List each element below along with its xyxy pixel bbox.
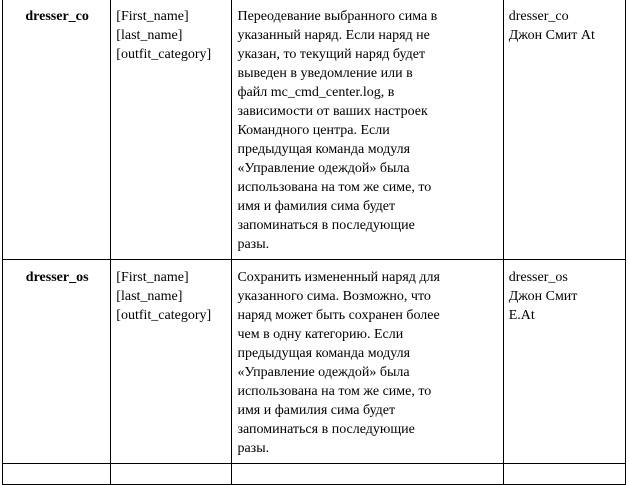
description-line: предыдущая команда модуля: [237, 142, 411, 157]
description-line: использована на том же симе, то: [237, 180, 432, 195]
description-line: Переодевание выбранного сима в: [237, 9, 438, 24]
example-line: dresser_os: [508, 270, 568, 285]
description-line: имя и фамилия сима будет: [237, 403, 396, 418]
description-line: имя и фамилия сима будет: [237, 199, 396, 214]
description-cell: [232, 260, 503, 464]
description-line: запоминаться в последующие: [237, 422, 415, 437]
param-outfit-category: [outfit_category]: [116, 308, 212, 323]
description-line: разы.: [237, 237, 270, 252]
table-row: [3, 260, 626, 464]
command-name: dresser_co: [3, 0, 111, 260]
description-line: наряд может быть сохранен более: [237, 308, 440, 323]
description-line: запоминаться в последующие: [237, 218, 415, 233]
params-cell: [111, 260, 232, 464]
table-row: [3, 0, 626, 260]
example-cell: [503, 0, 625, 260]
description-line: предыдущая команда модуля: [237, 346, 411, 361]
description-line: зависимости от ваших настроек: [237, 104, 428, 119]
example-cell: [503, 260, 625, 464]
description-line: «Управление одеждой» была: [237, 365, 410, 380]
empty-cell: [3, 464, 111, 485]
description-line: разы.: [237, 441, 270, 456]
example-line: Джон Смит: [508, 289, 578, 304]
description-line: указанный наряд. Если наряд не: [237, 28, 430, 43]
description-line: Сохранить измененный наряд для: [237, 270, 440, 285]
empty-cell: [503, 464, 625, 485]
param-first-name: [First_name]: [116, 9, 189, 24]
example-line: Джон Смит At: [508, 28, 595, 43]
command-name: dresser_os: [3, 260, 111, 464]
description-line: указанного сима. Возможно, что: [237, 289, 431, 304]
example-line: E.At: [508, 308, 535, 323]
description-line: файл mc_cmd_center.log, в: [237, 85, 395, 100]
description-line: «Управление одеждой» была: [237, 161, 410, 176]
param-last-name: [last_name]: [116, 289, 183, 304]
description-line: чем в одну категорию. Если: [237, 327, 404, 342]
description-line: выведен в уведомление или в: [237, 66, 413, 81]
description-line: использована на том же симе, то: [237, 384, 432, 399]
table-row: [3, 464, 626, 485]
param-outfit-category: [outfit_category]: [116, 47, 212, 62]
description-cell: [232, 0, 503, 260]
param-last-name: [last_name]: [116, 28, 183, 43]
param-first-name: [First_name]: [116, 270, 189, 285]
empty-cell: [111, 464, 232, 485]
commands-table: [2, 0, 626, 485]
description-line: Командного центра. Если: [237, 123, 390, 138]
example-line: dresser_co: [508, 9, 569, 24]
empty-cell: [232, 464, 503, 485]
description-line: указан, то текущий наряд будет: [237, 47, 426, 62]
params-cell: [111, 0, 232, 260]
